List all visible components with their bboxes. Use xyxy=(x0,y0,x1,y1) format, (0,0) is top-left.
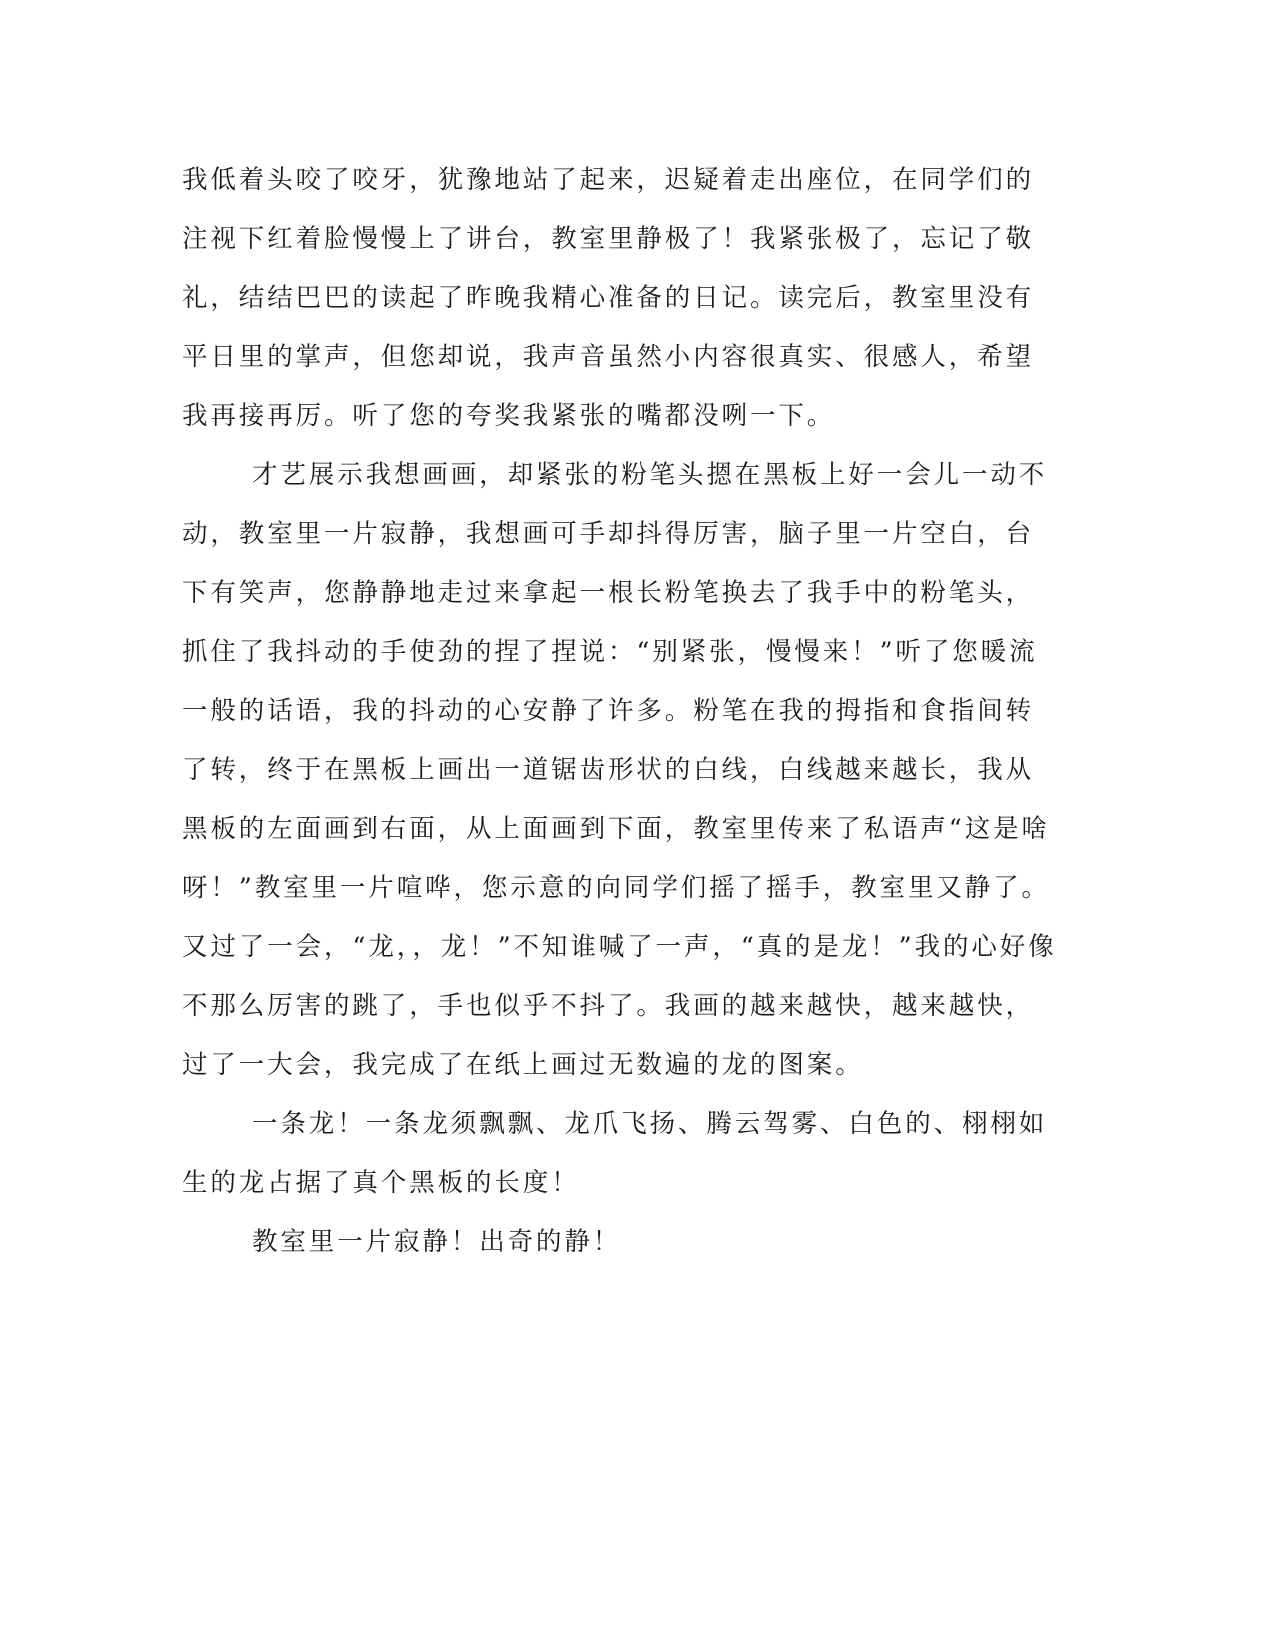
text-line: 一般的话语，我的抖动的心安静了许多。粉笔在我的拇指和食指间转 xyxy=(182,696,1035,726)
text-line: 礼，结结巴巴的读起了昨晚我精心准备的日记。读完后，教室里没有 xyxy=(182,283,1035,313)
text-line: 才艺展示我想画画，却紧张的粉笔头摁在黑板上好一会儿一动不 xyxy=(252,460,1048,490)
text-line: 一条龙！一条龙须飘飘、龙爪飞扬、腾云驾雾、白色的、栩栩如 xyxy=(252,1109,1048,1139)
text-line: 呀！”教室里一片喧哗，您示意的向同学们摇了摇手，教室里又静了。 xyxy=(182,873,1050,903)
text-line: 动，教室里一片寂静，我想画可手却抖得厉害，脑子里一片空白，台 xyxy=(182,519,1035,549)
text-line: 平日里的掌声，但您却说，我声音虽然小内容很真实、很感人，希望 xyxy=(182,342,1035,372)
text-line: 抓住了我抖动的手使劲的捏了捏说：“别紧张，慢慢来！”听了您暖流 xyxy=(182,637,1038,667)
text-line: 我低着头咬了咬牙，犹豫地站了起来，迟疑着走出座位，在同学们的 xyxy=(182,165,1035,195)
text-line: 了转，终于在黑板上画出一道锯齿形状的白线，白线越来越长，我从 xyxy=(182,755,1035,785)
text-line: 又过了一会，“龙，，龙！”不知谁喊了一声，“真的是龙！”我的心好像 xyxy=(182,932,1057,962)
text-line: 注视下红着脸慢慢上了讲台，教室里静极了！我紧张极了，忘记了敬 xyxy=(182,224,1035,254)
text-line: 我再接再厉。听了您的夸奖我紧张的嘴都没咧一下。 xyxy=(182,401,836,431)
text-line: 下有笑声，您静静地走过来拿起一根长粉笔换去了我手中的粉笔头， xyxy=(182,578,1035,608)
text-line: 生的龙占据了真个黑板的长度！ xyxy=(182,1168,580,1198)
text-line: 教室里一片寂静！出奇的静！ xyxy=(252,1227,622,1257)
text-line: 黑板的左面画到右面，从上面画到下面，教室里传来了私语声“这是啥 xyxy=(182,814,1050,844)
text-line: 不那么厉害的跳了，手也似乎不抖了。我画的越来越快，越来越快， xyxy=(182,991,1035,1021)
text-line: 过了一大会，我完成了在纸上画过无数遍的龙的图案。 xyxy=(182,1050,864,1080)
